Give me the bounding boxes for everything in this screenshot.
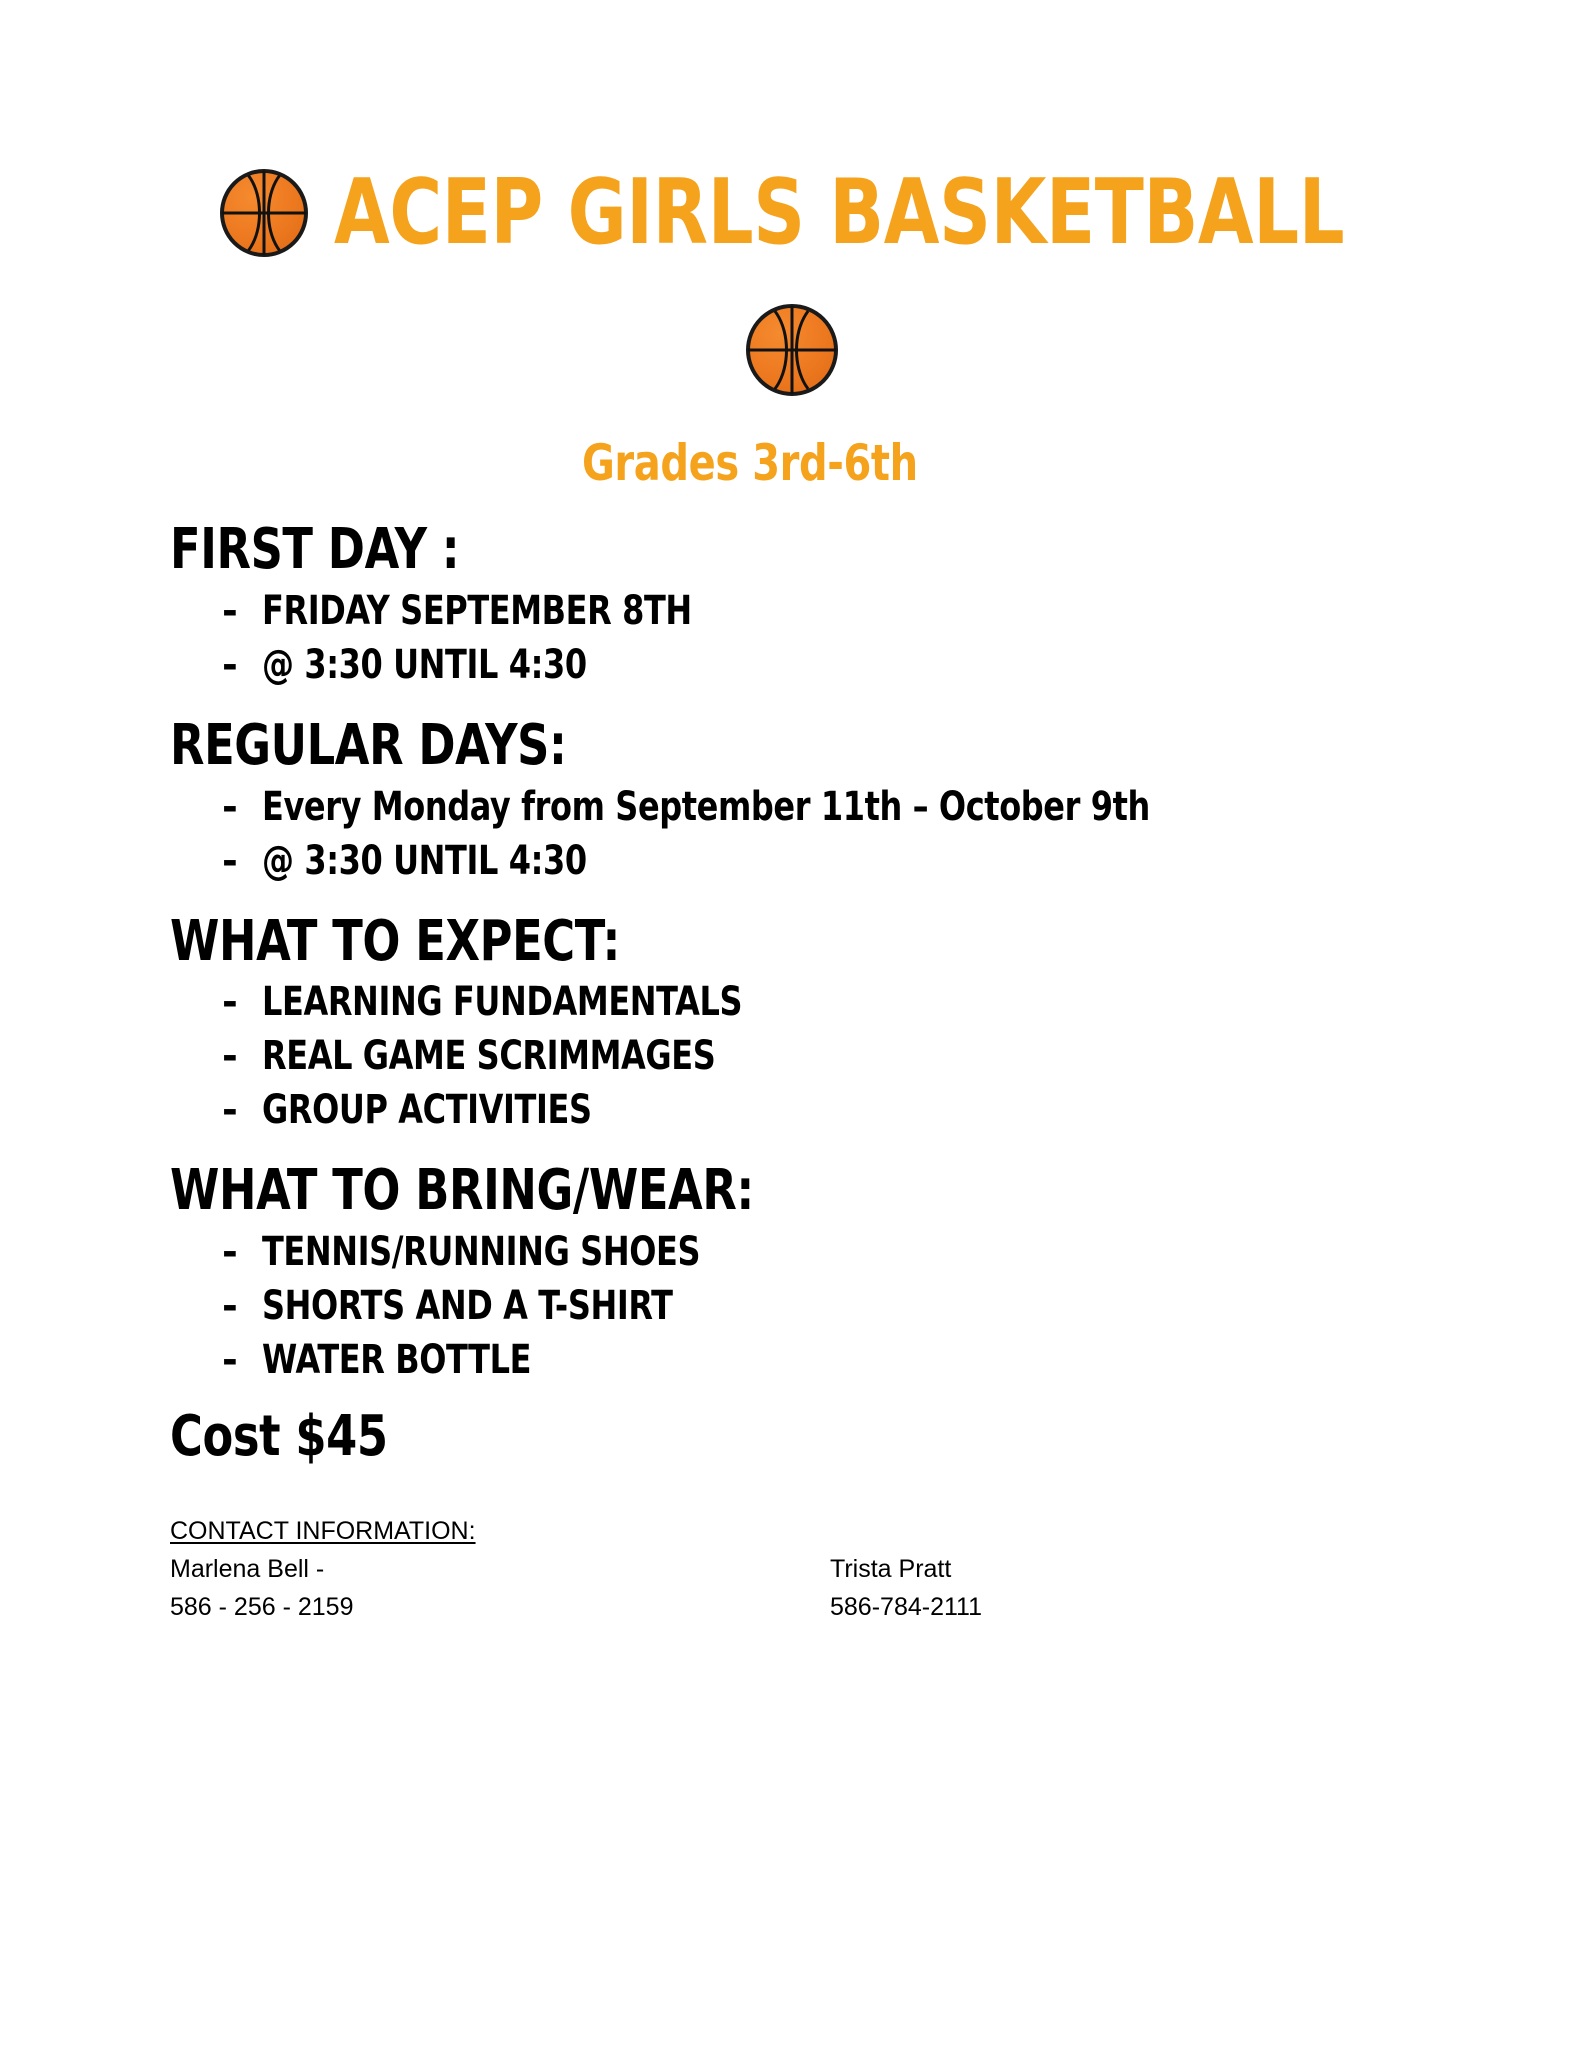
list-item (222, 1033, 1413, 1080)
cost-line: Cost $45 (170, 1404, 388, 1470)
list-item-text: @ 3:30 UNTIL 4:30 (262, 641, 587, 688)
list-item-text: SHORTS AND A T-SHIRT (262, 1283, 673, 1330)
bullet-dash: - (222, 980, 238, 1025)
list-item (222, 1229, 1413, 1276)
list-item-text: TENNIS/RUNNING SHOES (262, 1229, 701, 1276)
contact-phone-1: 586 - 256 - 2159 (170, 1593, 354, 1622)
contact-phone-2: 586-784-2111 (830, 1593, 982, 1622)
center-ball-row (170, 304, 1413, 396)
list-item (222, 1283, 1413, 1330)
section-regular-days (170, 712, 1413, 884)
list-item-text: GROUP ACTIVITIES (262, 1087, 592, 1134)
contact-name-1: Marlena Bell - (170, 1555, 325, 1584)
section-heading: WHAT TO BRING/WEAR: (170, 1158, 754, 1224)
bullet-dash: - (222, 588, 238, 633)
list-item (222, 641, 1413, 688)
title-row (170, 0, 1413, 265)
page-title (334, 160, 1583, 265)
section-list (170, 1229, 1413, 1384)
grades-subtitle (581, 434, 1002, 492)
list-item-text: FRIDAY SEPTEMBER 8TH (262, 587, 692, 634)
section-heading: REGULAR DAYS: (170, 712, 567, 778)
list-item-text: Every Monday from September 11th – October 9th (262, 783, 1150, 830)
bullet-dash: - (222, 838, 238, 883)
subtitle-row (170, 434, 1413, 492)
list-item (222, 587, 1413, 634)
section-heading: WHAT TO EXPECT: (170, 908, 620, 974)
bullet-dash: - (222, 1338, 238, 1383)
list-item (222, 783, 1413, 830)
contact-names-row (170, 1551, 1413, 1587)
contact-phones-row (170, 1589, 1413, 1625)
bullet-dash: - (222, 1230, 238, 1275)
basketball-icon (220, 169, 308, 257)
section-list (170, 587, 1413, 688)
bullet-dash: - (222, 642, 238, 687)
list-item-text: @ 3:30 UNTIL 4:30 (262, 837, 587, 884)
contact-name-2: Trista Pratt (830, 1555, 952, 1584)
list-item-text: REAL GAME SCRIMMAGES (262, 1033, 716, 1080)
bullet-dash: - (222, 1088, 238, 1133)
list-item (222, 1337, 1413, 1384)
contact-title: CONTACT INFORMATION: (170, 1516, 476, 1545)
sections-container (170, 517, 1413, 1626)
list-item-text: WATER BOTTLE (262, 1337, 532, 1384)
grades-subtitle-text: Grades 3rd-6th (581, 434, 918, 492)
section-first-day (170, 517, 1413, 688)
list-item-text: LEARNING FUNDAMENTALS (262, 979, 743, 1026)
section-what-to-bring (170, 1158, 1413, 1384)
bullet-dash: - (222, 1284, 238, 1329)
section-list (170, 783, 1413, 884)
basketball-icon (746, 304, 838, 396)
bullet-dash: - (222, 784, 238, 829)
bullet-dash: - (222, 1034, 238, 1079)
section-what-to-expect (170, 908, 1413, 1134)
contact-block (170, 1513, 1413, 1626)
list-item (222, 837, 1413, 884)
section-list (170, 979, 1413, 1134)
section-heading: FIRST DAY : (170, 517, 460, 582)
list-item (222, 979, 1413, 1026)
page-title-text: ACEP GIRLS BASKETBALL (334, 160, 1345, 265)
list-item (222, 1087, 1413, 1134)
